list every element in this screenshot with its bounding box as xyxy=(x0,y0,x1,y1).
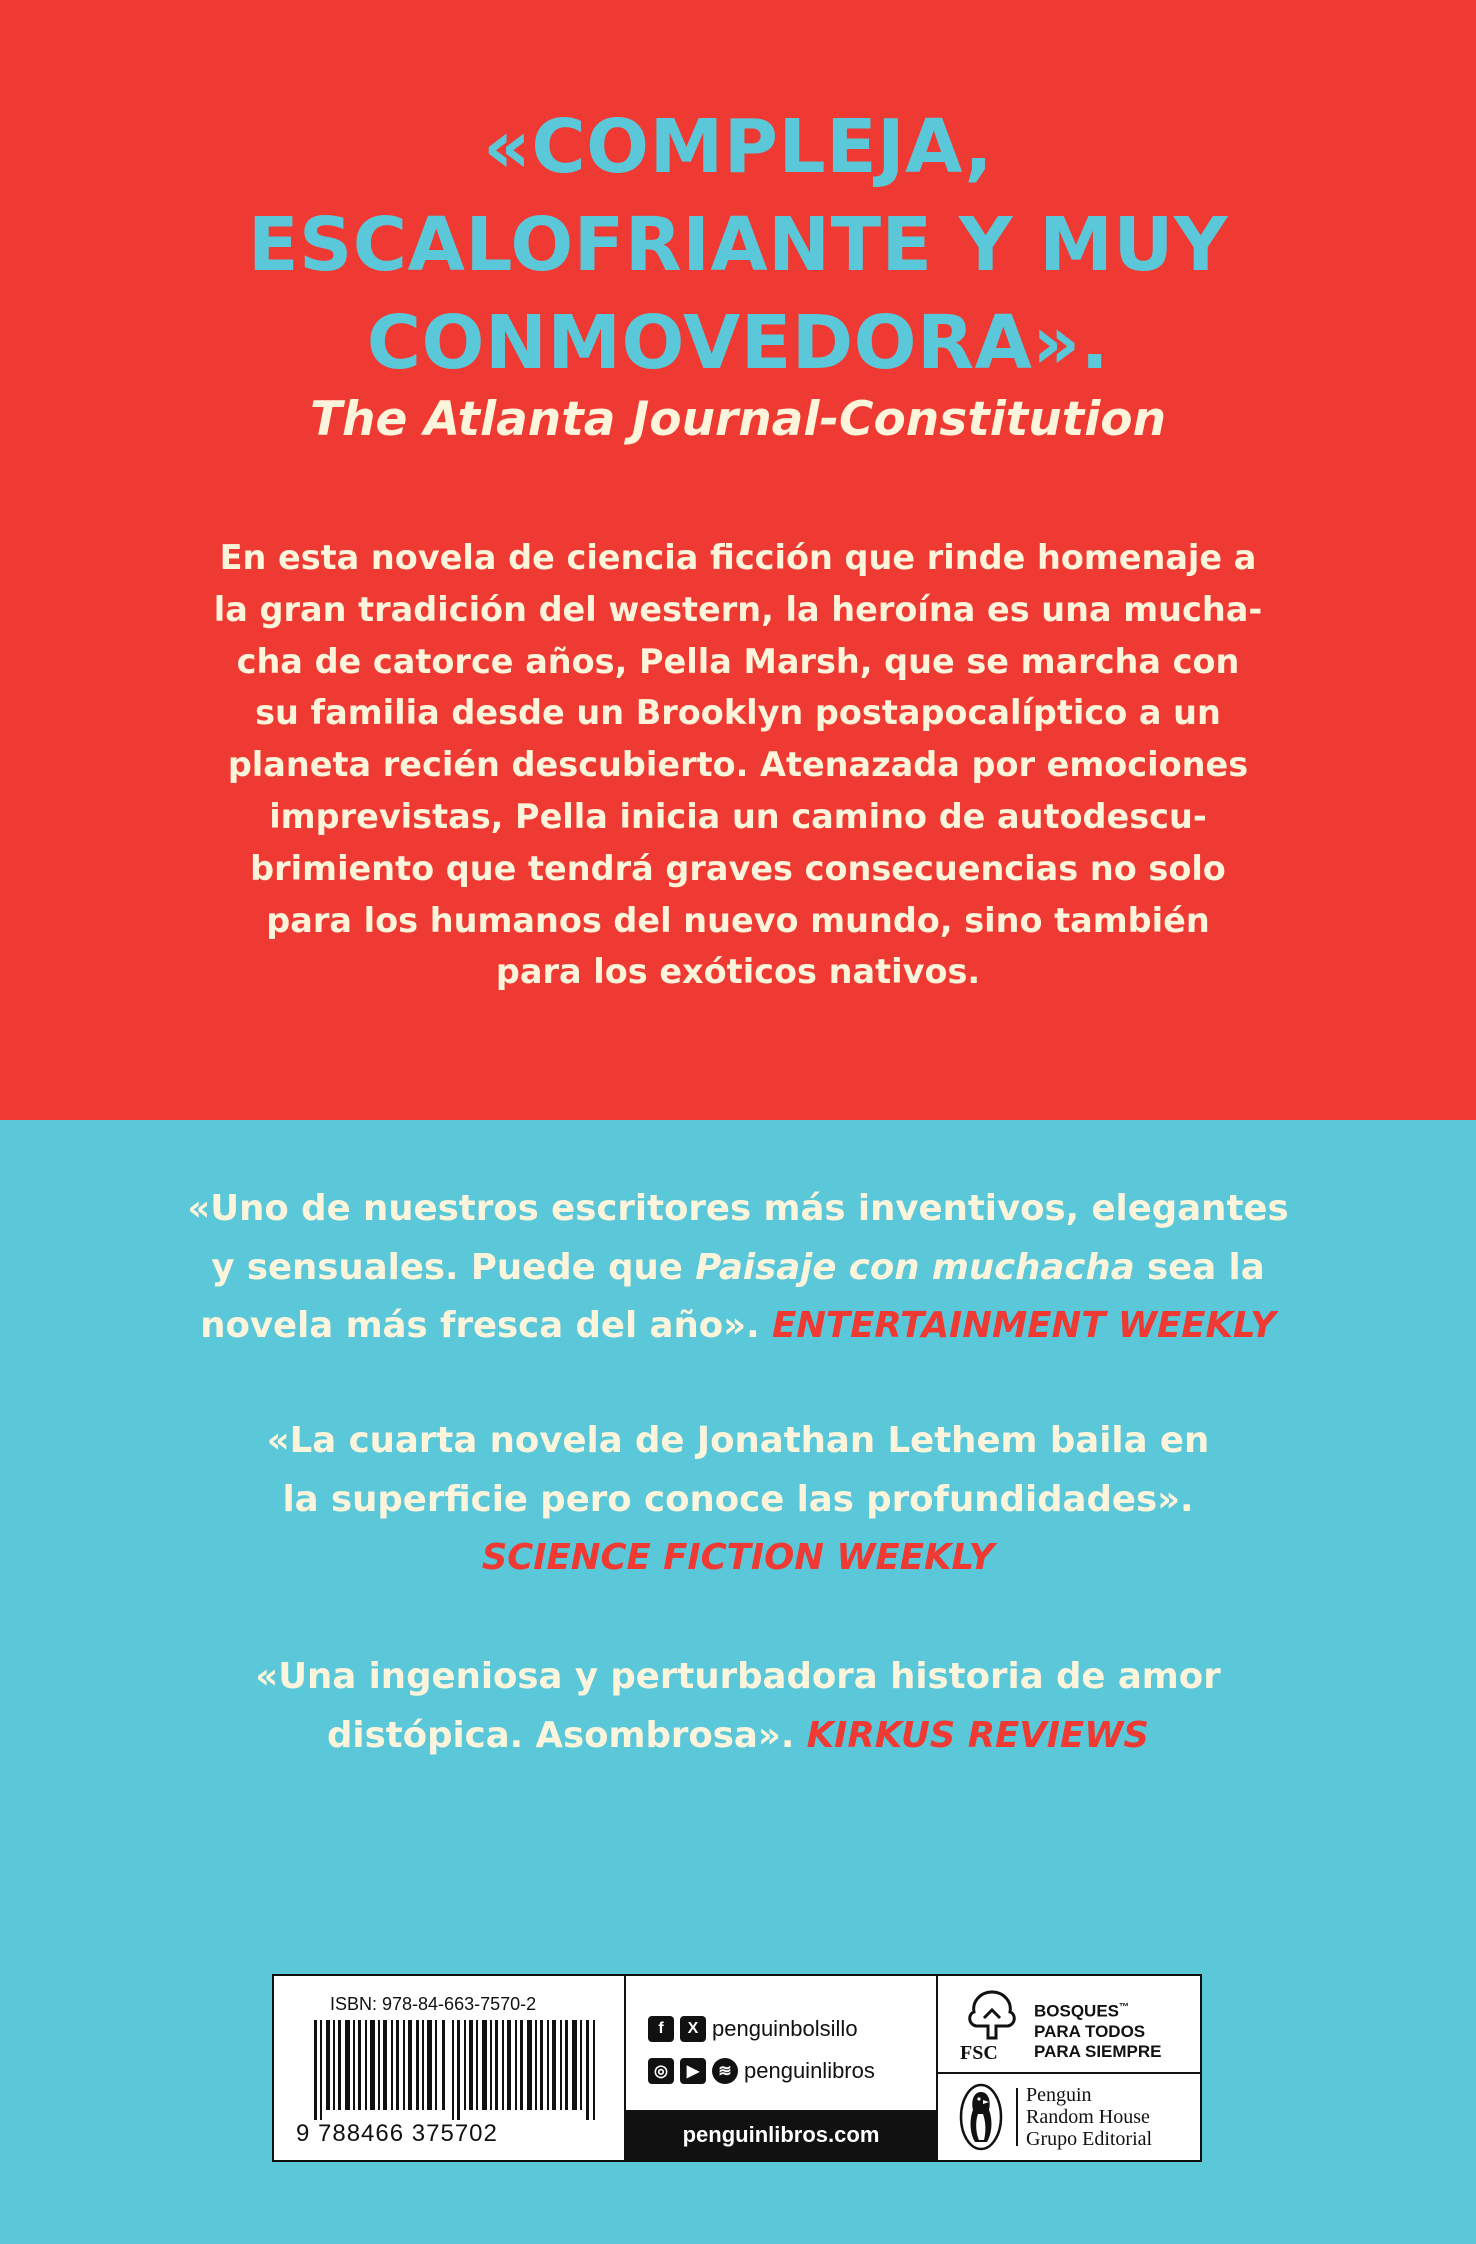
quote-source: ENTERTAINMENT WEEKLY xyxy=(771,1305,1276,1346)
barcode-digits: 9 788466 375702 xyxy=(296,2120,498,2147)
synopsis-line: su familia desde un Brooklyn postapocalíptico a un xyxy=(255,693,1221,733)
quote-text: sea la xyxy=(1134,1246,1265,1288)
trademark-mark: ™ xyxy=(1119,2002,1130,2013)
headline-line: CONMOVEDORA». xyxy=(366,300,1110,386)
quote-line: «La cuarta novela de Jonathan Lethem baila en xyxy=(266,1420,1210,1461)
synopsis xyxy=(0,532,1476,998)
fsc-slogan-line: PARA TODOS xyxy=(1034,2021,1146,2041)
fsc-logo xyxy=(938,1976,1200,2074)
instagram-icon[interactable]: ◎ xyxy=(648,2058,674,2084)
fsc-label: FSC xyxy=(960,2042,998,2064)
synopsis-line: para los exóticos nativos. xyxy=(495,952,981,992)
quote-text: y sensuales. Puede que xyxy=(211,1246,696,1288)
synopsis-line: planeta recién descubierto. Atenazada por emociones xyxy=(227,745,1249,785)
quote-source: SCIENCE FICTION WEEKLY xyxy=(481,1537,995,1578)
synopsis-line: En esta novela de ciencia ficción que rinde homenaje a xyxy=(219,538,1257,577)
social-panel xyxy=(626,1976,938,2160)
quote-line xyxy=(0,1707,1476,1766)
quote-text: novela más fresca del año». xyxy=(200,1305,772,1346)
spotify-icon[interactable]: ≋ xyxy=(712,2058,738,2084)
penguin-icon xyxy=(958,2082,1004,2152)
publisher-name xyxy=(1026,2084,1152,2150)
penguin-random-house-logo xyxy=(938,2074,1200,2160)
top-red-panel xyxy=(0,0,1476,1120)
quote-line: «Una ingeniosa y perturbadora historia de amor xyxy=(255,1656,1221,1697)
synopsis-line: la gran tradición del western, la heroína es una mucha- xyxy=(213,589,1263,629)
synopsis-line: imprevistas, Pella inicia un camino de autodescu- xyxy=(269,796,1207,836)
publisher-name-line: Grupo Editorial xyxy=(1026,2128,1153,2150)
fsc-slogan xyxy=(1034,1998,1162,2062)
barcode-icon xyxy=(314,2020,604,2120)
headline-quote xyxy=(0,98,1476,392)
quote-line: «Uno de nuestros escritores más inventivos, elegantes xyxy=(187,1188,1289,1229)
quote-source: KIRKUS REVIEWS xyxy=(806,1714,1149,1756)
quote-line xyxy=(0,1239,1476,1298)
fsc-tree-icon xyxy=(964,1988,1020,2040)
logo-divider xyxy=(1016,2088,1018,2146)
barcode-panel xyxy=(274,1976,626,2160)
headline-source: The Atlanta Journal-Constitution xyxy=(309,392,1167,447)
headline-line: ESCALOFRIANTE Y MUY xyxy=(247,202,1229,288)
social-handle: penguinbolsillo xyxy=(712,2016,858,2041)
headline-line: «COMPLEJA, xyxy=(483,104,993,190)
youtube-icon[interactable]: ▶ xyxy=(680,2058,706,2084)
synopsis-line: para los humanos del nuevo mundo, sino también xyxy=(266,900,1210,940)
quote-line: la superficie pero conoce las profundidades». xyxy=(282,1478,1194,1520)
publisher-info-box xyxy=(272,1974,1202,2162)
isbn-text: ISBN: 978-84-663-7570-2 xyxy=(330,1994,537,2014)
social-handle: penguinlibros xyxy=(744,2058,875,2083)
book-title: Paisaje con muchacha xyxy=(695,1246,1135,1288)
publisher-name-line: Penguin xyxy=(1026,2084,1092,2106)
synopsis-line: cha de catorce años, Pella Marsh, que se marcha con xyxy=(236,641,1240,681)
social-row-1 xyxy=(648,2016,858,2042)
fsc-slogan-line: PARA SIEMPRE xyxy=(1034,2041,1162,2061)
synopsis-line: brimiento que tendrá graves consecuencias no solo xyxy=(250,848,1226,888)
fsc-slogan-line: BOSQUES xyxy=(1034,2001,1120,2021)
quote-text: distópica. Asombrosa». xyxy=(327,1714,807,1756)
review-quote-1 xyxy=(0,1180,1476,1356)
review-quote-2 xyxy=(0,1412,1476,1588)
logos-panel xyxy=(938,1976,1200,2160)
facebook-icon[interactable]: f xyxy=(648,2016,674,2042)
website-link[interactable]: penguinlibros.com xyxy=(626,2110,936,2160)
x-icon[interactable]: X xyxy=(680,2016,706,2042)
publisher-name-line: Random House xyxy=(1026,2106,1150,2128)
quote-line xyxy=(0,1297,1476,1356)
social-row-2 xyxy=(648,2058,875,2084)
review-quote-3 xyxy=(0,1648,1476,1765)
